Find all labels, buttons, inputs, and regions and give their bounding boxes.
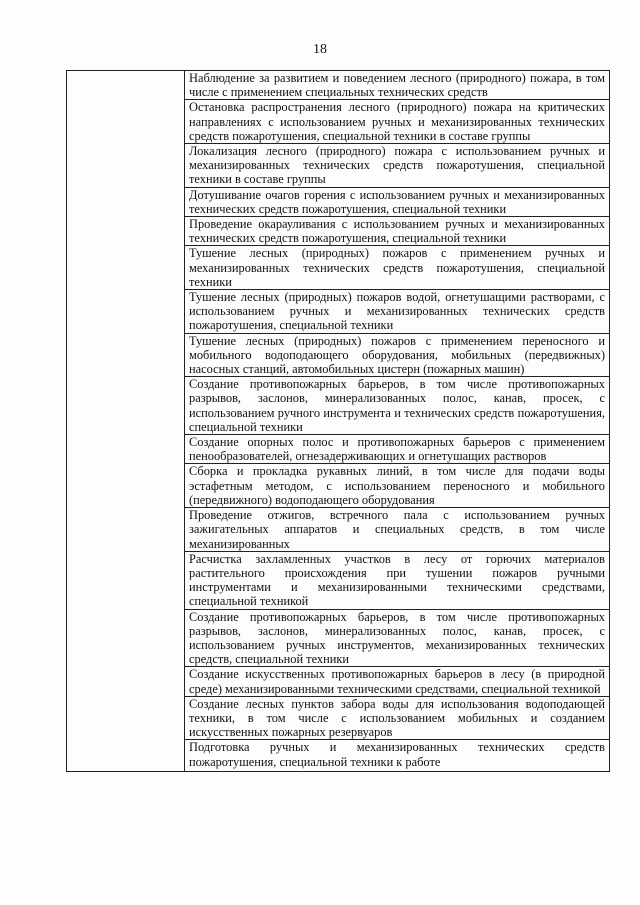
cell-text: Создание противопожарных барьеров, в том числе противопожарных разрывов, заслонов, минерализованных полос, канав, просек, с использованием ручных инструментов, механизированных технических средств, специальной техники [189,609,605,667]
table-cell [185,100,610,144]
cell-text: Наблюдение за развитием и поведением лесного (природного) пожара, в том числе с применением специальных технических средств [189,71,605,100]
cell-text: Создание опорных полос и противопожарных барьеров с применением пенообразователей, огнезадерживающих и огнетушащих растворов [189,435,605,464]
page-number: 18 [313,42,327,57]
table-cell [185,609,610,667]
table-cell [185,144,610,188]
cell-text: Локализация лесного (природного) пожара с использованием ручных и механизированных технических средств пожаротушения, специальной техники в составе группы [189,144,605,187]
content-table [66,70,610,772]
table-cell [185,508,610,552]
table-cell [185,246,610,290]
table-cell [185,187,610,216]
table-cell [185,696,610,740]
table-cell [185,377,610,435]
table-cell [185,333,610,377]
cell-text: Тушение лесных (природных) пожаров водой, огнетушащими растворами, с использованием ручных и механизированных технических средств пожаротушения, специальной техники [189,290,605,333]
table-cell [185,290,610,334]
cell-text: Тушение лесных (природных) пожаров с применением переносного и мобильного водоподающего оборудования, мобильных (передвижных) насосных станций, автомобильных цистерн (пожарных машин) [189,333,605,377]
cell-text: Остановка распространения лесного (природного) пожара на критических направлениях с использованием ручных и механизированных технических средств пожаротушения, специальной техники в составе группы [189,100,605,143]
table-body [67,71,610,772]
cell-text: Расчистка захламленных участков в лесу от горючих материалов растительного происхождения при тушении пожаров ручными инструментами и механизированными техническими средствами, специальной техникой [189,551,605,609]
cell-text: Проведение отжигов, встречного пала с использованием ручных зажигательных аппаратов и специальных средств, в том числе механизированных [189,508,605,551]
left-column-cell [67,71,185,772]
cell-text: Создание лесных пунктов забора воды для использования водоподающей техники, в том числе с использованием мобильных и созданием искусственных пожарных резервуаров [189,696,605,740]
table-row [67,71,610,100]
table-cell [185,551,610,609]
table-cell [185,740,610,771]
cell-text: Создание искусственных противопожарных барьеров в лесу (в природной среде) механизированными техническими средствами, специальной техникой [189,667,605,696]
table-cell [185,217,610,246]
cell-text: Сборка и прокладка рукавных линий, в том числе для подачи воды эстафетным методом, с использованием переносного и мобильного (передвижного) водоподающего оборудования [189,464,605,507]
table-cell [185,464,610,508]
cell-text: Дотушивание очагов горения с использованием ручных и механизированных технических средств пожаротушения, специальной техники [189,187,605,216]
table-cell [185,71,610,100]
cell-text: Тушение лесных (природных) пожаров с применением ручных и механизированных технических средств пожаротушения, специальной техники [189,246,605,289]
cell-text: Создание противопожарных барьеров, в том числе противопожарных разрывов, заслонов, минерализованных полос, канав, просек, с использованием ручного инструмента и технических средств пожаротушения, специальной техники [189,377,605,434]
table-cell [185,435,610,464]
table-cell [185,667,610,696]
cell-text: Проведение окарауливания с использованием ручных и механизированных технических средств пожаротушения, специальной техники [189,217,605,246]
cell-text: Подготовка ручных и механизированных технических средств пожаротушения, специальной техники к работе [189,740,605,769]
